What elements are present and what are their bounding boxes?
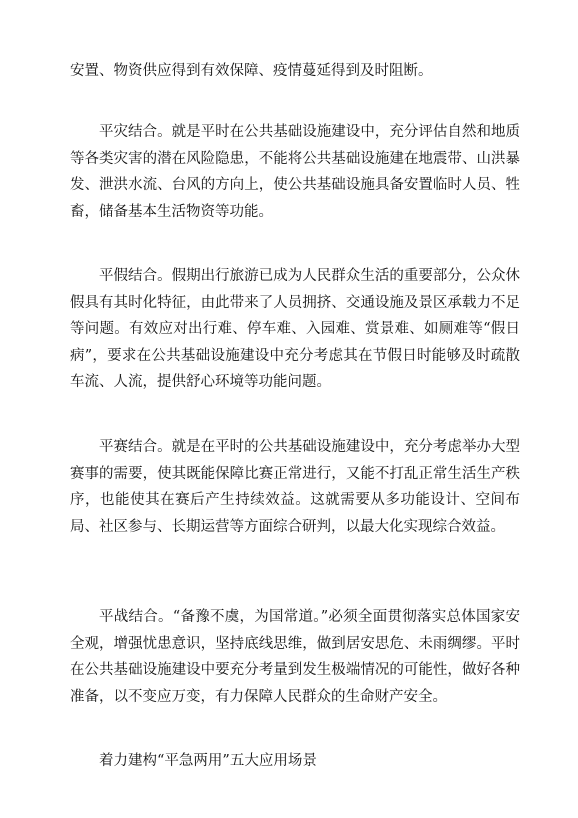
- paragraph-event-integration: 平赛结合。就是在平时的公共基础设施建设中，充分考虑举办大型赛事的需要，使其既能保障比赛正常进行，又能不打乱正常生活生产秩序，也能使其在赛后产生持续效益。这就需要从多功能设计、空间布局、社区参与、长期运营等方面综合研判，以最大化实现综合效益。: [70, 439, 520, 535]
- paragraph-disaster-integration: 平灾结合。就是平时在公共基础设施建设中，充分评估自然和地质等各类灾害的潜在风险隐患，不能将公共基础设施建在地震带、山洪暴发、泄洪水流、台风的方向上，使公共基础设施具备安置临时人员、牲畜，储备基本生活物资等功能。: [70, 124, 520, 220]
- paragraph-war-integration: 平战结合。“备豫不虞，为国常道。”必须全面贯彻落实总体国家安全观，增强忧患意识，坚持底线思维，做到居安思危、未雨绸缪。平时在公共基础设施建设中要充分考量到发生极端情况的可能性，做好各种准备，以不变应万变，有力保障人民群众的生命财产安全。: [70, 609, 520, 705]
- paragraph-holiday-integration: 平假结合。假期出行旅游已成为人民群众生活的重要部分，公众休假具有其时化特征，由此带来了人员拥挤、交通设施及景区承载力不足等问题。有效应对出行难、停车难、入园难、赏景难、如厕难等“假日病”，要求在公共基础设施建设中充分考虑其在节假日时能够及时疏散车流、人流，提供舒心环境等功能问题。: [70, 268, 520, 390]
- paragraph-continuation: 安置、物资供应得到有效保障、疫情蔓延得到及时阻断。: [70, 63, 433, 79]
- section-heading: 着力建构“平急两用”五大应用场景: [99, 753, 317, 769]
